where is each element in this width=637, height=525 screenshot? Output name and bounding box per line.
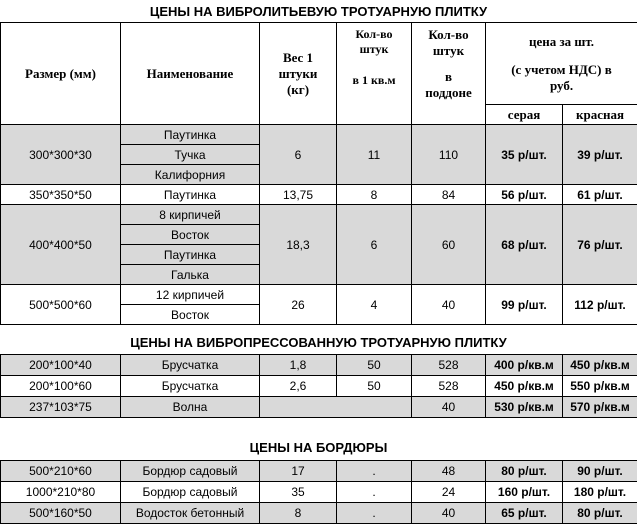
cell-price-red: 39 р/шт.	[563, 125, 637, 185]
cell-name: Калифорния	[121, 165, 260, 185]
header-grey: серая	[486, 105, 563, 125]
cell-name: Паутинка	[121, 245, 260, 265]
cell-price-red: 180 р/шт.	[563, 482, 637, 503]
title-cast-tiles: ЦЕНЫ НА ВИБРОЛИТЬЕВУЮ ТРОТУАРНУЮ ПЛИТКУ	[149, 4, 488, 19]
pressed-tiles-table	[0, 354, 637, 418]
table-row	[1, 503, 637, 524]
cell-weight: 1,8	[260, 355, 337, 376]
cell-size: 200*100*40	[1, 355, 121, 376]
cell-price-red: 450 р/кв.м	[563, 355, 637, 376]
header-weight-line: штуки	[278, 65, 318, 81]
cell-weight: 8	[260, 503, 337, 524]
table-row	[1, 355, 637, 376]
header-per-pallet-line: в	[444, 69, 453, 84]
cell-per-m2: 11	[337, 125, 412, 185]
table-row	[1, 185, 637, 205]
cell-per-m2: .	[337, 461, 412, 482]
cell-name: Волна	[121, 397, 260, 418]
table-row	[1, 125, 637, 145]
cell-per-m2: 50	[337, 376, 412, 397]
cell-per-m2: .	[337, 482, 412, 503]
cell-weight: 13,75	[260, 185, 337, 205]
cell-per-pallet: 48	[412, 461, 486, 482]
header-per-pallet-line: штук	[432, 43, 465, 58]
cell-price-grey: 35 р/шт.	[486, 125, 563, 185]
cell-name: Восток	[121, 305, 260, 325]
cell-per-pallet: 40	[412, 285, 486, 325]
header-price-line: цена за шт.	[528, 33, 595, 49]
header-per-pallet	[412, 23, 486, 125]
curbs-table	[0, 460, 637, 524]
header-per-m2	[337, 23, 412, 125]
cell-name: Брусчатка	[121, 376, 260, 397]
cell-per-pallet: 110	[412, 125, 486, 185]
cell-size: 1000*210*80	[1, 482, 121, 503]
header-red: красная	[563, 105, 637, 125]
cell-per-m2: 8	[337, 185, 412, 205]
cell-per-m2: 4	[337, 285, 412, 325]
cell-size: 350*350*50	[1, 185, 121, 205]
cell-per-pallet: 40	[412, 397, 486, 418]
cell-name: Тучка	[121, 145, 260, 165]
cell-price-red: 61 р/шт.	[563, 185, 637, 205]
cell-weight: 6	[260, 125, 337, 185]
cell-name: Паутинка	[121, 185, 260, 205]
cell-size: 237*103*75	[1, 397, 121, 418]
cell-per-m2: 6	[337, 205, 412, 285]
cell-price-grey: 400 р/кв.м	[486, 355, 563, 376]
cell-weight	[260, 397, 412, 418]
table-row	[1, 397, 637, 418]
cell-size: 500*500*60	[1, 285, 121, 325]
cell-price-grey: 450 р/кв.м	[486, 376, 563, 397]
cell-price-grey: 68 р/шт.	[486, 205, 563, 285]
cell-name: 12 кирпичей	[121, 285, 260, 305]
cell-weight: 17	[260, 461, 337, 482]
header-weight-line: (кг)	[286, 81, 310, 97]
table-row	[1, 461, 637, 482]
header-per-pallet-line: Кол-во	[428, 27, 469, 42]
header-per-m2-line: Кол-во	[355, 27, 393, 41]
title-pressed-tiles: ЦЕНЫ НА ВИБРОПРЕССОВАННУЮ ТРОТУАРНУЮ ПЛИТКУ	[130, 335, 507, 350]
cell-price-red: 90 р/шт.	[563, 461, 637, 482]
cell-size: 400*400*50	[1, 205, 121, 285]
cell-size: 500*160*50	[1, 503, 121, 524]
cell-price-red: 80 р/шт.	[563, 503, 637, 524]
cell-size: 200*100*60	[1, 376, 121, 397]
cell-per-pallet: 24	[412, 482, 486, 503]
header-per-m2-line: в 1 кв.м	[352, 73, 396, 87]
cell-weight: 18,3	[260, 205, 337, 285]
cast-tiles-table	[0, 22, 637, 325]
cell-name: Восток	[121, 225, 260, 245]
cell-per-pallet: 528	[412, 355, 486, 376]
header-per-m2-line: штук	[359, 42, 389, 56]
cell-name: Водосток бетонный	[121, 503, 260, 524]
header-row	[1, 23, 637, 105]
table-row	[1, 285, 637, 305]
cell-weight: 26	[260, 285, 337, 325]
header-per-pallet-line: поддоне	[425, 85, 472, 100]
cell-price-red: 76 р/шт.	[563, 205, 637, 285]
cell-price-red: 570 р/кв.м	[563, 397, 637, 418]
cell-price-grey: 530 р/кв.м	[486, 397, 563, 418]
header-price-line: (с учетом НДС) в	[511, 61, 612, 77]
table-row	[1, 376, 637, 397]
cell-price-grey: 80 р/шт.	[486, 461, 563, 482]
cell-name: Паутинка	[121, 125, 260, 145]
cell-weight: 2,6	[260, 376, 337, 397]
cell-per-pallet: 84	[412, 185, 486, 205]
cell-per-m2: .	[337, 503, 412, 524]
cell-per-pallet: 40	[412, 503, 486, 524]
table-row	[1, 205, 637, 225]
cell-name: Галька	[121, 265, 260, 285]
cell-price-red: 550 р/кв.м	[563, 376, 637, 397]
cell-name: Брусчатка	[121, 355, 260, 376]
table-row	[1, 482, 637, 503]
cell-price-grey: 160 р/шт.	[486, 482, 563, 503]
cell-weight: 35	[260, 482, 337, 503]
header-weight	[260, 23, 337, 125]
cell-price-grey: 65 р/шт.	[486, 503, 563, 524]
cell-size: 500*210*60	[1, 461, 121, 482]
cell-price-grey: 56 р/шт.	[486, 185, 563, 205]
cell-price-red: 112 р/шт.	[563, 285, 637, 325]
cell-size: 300*300*30	[1, 125, 121, 185]
header-price	[486, 23, 637, 105]
header-size: Размер (мм)	[1, 23, 121, 125]
cell-per-pallet: 528	[412, 376, 486, 397]
cell-name: Бордюр садовый	[121, 461, 260, 482]
title-curbs: ЦЕНЫ НА БОРДЮРЫ	[249, 440, 388, 455]
header-name: Наименование	[121, 23, 260, 125]
cell-name: 8 кирпичей	[121, 205, 260, 225]
cell-price-grey: 99 р/шт.	[486, 285, 563, 325]
header-weight-line: Вес 1	[282, 49, 314, 65]
header-price-line: руб.	[549, 77, 574, 93]
cell-name: Бордюр садовый	[121, 482, 260, 503]
cell-per-m2: 50	[337, 355, 412, 376]
cell-per-pallet: 60	[412, 205, 486, 285]
